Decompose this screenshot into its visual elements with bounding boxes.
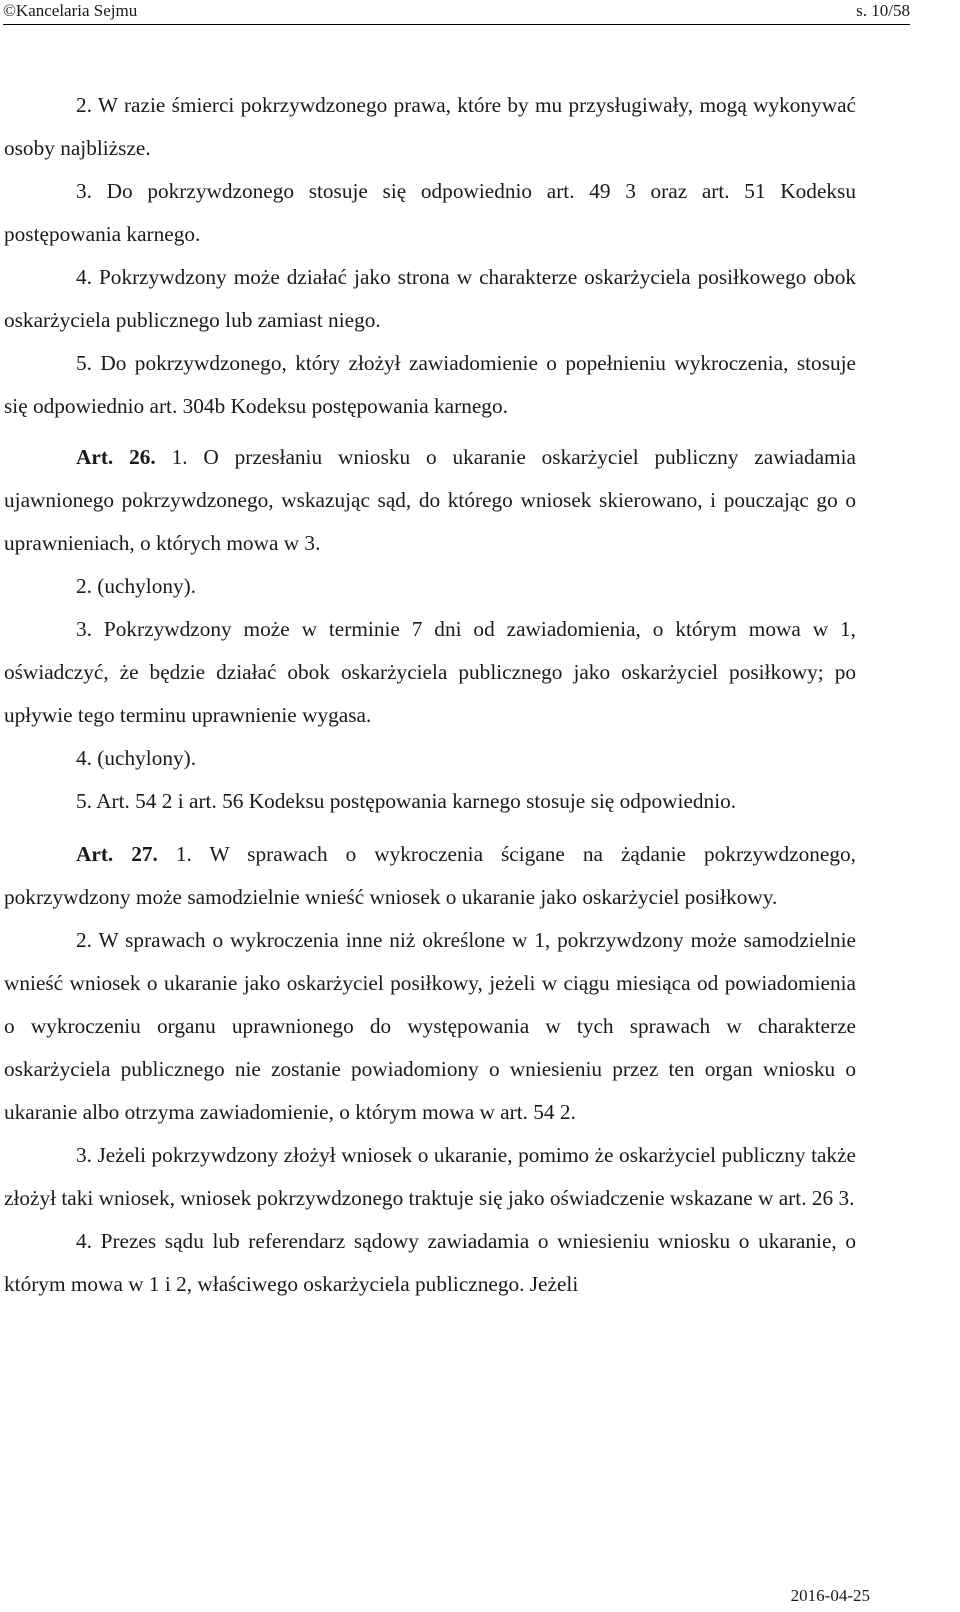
paragraph <box>4 608 856 737</box>
paragraph <box>4 342 856 428</box>
paragraph <box>4 737 856 780</box>
article-paragraph <box>4 436 856 565</box>
paragraph-text: 5. Art. 54 2 i art. 56 Kodeksu postępowania karnego stosuje się odpowiednio. <box>76 789 737 813</box>
document-body <box>4 84 856 1306</box>
article-label: Art. 27. <box>76 842 158 866</box>
article-label: Art. 26. <box>76 445 156 469</box>
paragraph <box>4 565 856 608</box>
paragraph-text: 4. Pokrzywdzony może działać jako strona w charakterze oskarżyciela posiłkowego obok oskarżyciela publicznego lub zamiast niego. <box>4 265 856 332</box>
paragraph-text: 3. Jeżeli pokrzywdzony złożył wniosek o ukaranie, pomimo że oskarżyciel publiczny także złożył taki wniosek, wniosek pokrzywdzonego traktuje się jako oświadczenie wskazane w art. 26 3. <box>4 1143 856 1210</box>
paragraph-text: 1. O przesłaniu wniosku o ukaranie oskarżyciel publiczny zawiadamia ujawnionego pokrzywdzonego, wskazując sąd, do którego wniosek skierowano, i pouczając go o uprawnieniach, o których mowa w 3. <box>4 445 856 555</box>
paragraph <box>4 919 856 1134</box>
paragraph <box>4 170 856 256</box>
paragraph <box>4 1220 856 1306</box>
paragraph <box>4 84 856 170</box>
article-paragraph <box>4 833 856 919</box>
paragraph-text: 2. W sprawach o wykroczenia inne niż określone w 1, pokrzywdzony może samodzielnie wnieść wniosek o ukaranie jako oskarżyciel posiłkowy, jeżeli w ciągu miesiąca od powiadomienia o wykroczeniu organu uprawnionego do występowania w tych sprawach w charakterze oskarżyciela publicznego nie zostanie powiadomiony o wniesieniu przez ten organ wniosku o ukaranie albo otrzyma zawiadomienie, o którym mowa w art. 54 2. <box>4 928 856 1124</box>
page-header <box>3 0 910 25</box>
paragraph-text: 4. Prezes sądu lub referendarz sądowy zawiadamia o wniesieniu wniosku o ukaranie, o którym mowa w 1 i 2, właściwego oskarżyciela publicznego. Jeżeli <box>4 1229 856 1296</box>
paragraph <box>4 256 856 342</box>
header-page-number: s. 10/58 <box>856 1 910 20</box>
page-footer-date: 2016-04-25 <box>790 1586 870 1605</box>
paragraph <box>4 1134 856 1220</box>
paragraph-text: 2. (uchylony). <box>76 574 197 598</box>
paragraph-text: 5. Do pokrzywdzonego, który złożył zawiadomienie o popełnieniu wykroczenia, stosuje się odpowiednio art. 304b Kodeksu postępowania karnego. <box>4 351 856 418</box>
paragraph-text: 4. (uchylony). <box>76 746 197 770</box>
header-source: ©Kancelaria Sejmu <box>3 1 138 20</box>
paragraph-text: 3. Do pokrzywdzonego stosuje się odpowiednio art. 49 3 oraz art. 51 Kodeksu postępowania karnego. <box>4 179 856 246</box>
paragraph-text: 1. W sprawach o wykroczenia ścigane na żądanie pokrzywdzonego, pokrzywdzony może samodzielnie wnieść wniosek o ukaranie jako oskarżyciel posiłkowy. <box>4 842 856 909</box>
paragraph-text: 2. W razie śmierci pokrzywdzonego prawa, które by mu przysługiwały, mogą wykonywać osoby najbliższe. <box>4 93 856 160</box>
paragraph <box>4 780 856 823</box>
paragraph-text: 3. Pokrzywdzony może w terminie 7 dni od zawiadomienia, o którym mowa w 1, oświadczyć, że będzie działać obok oskarżyciela publicznego jako oskarżyciel posiłkowy; po upływie tego terminu uprawnienie wygasa. <box>4 617 856 727</box>
